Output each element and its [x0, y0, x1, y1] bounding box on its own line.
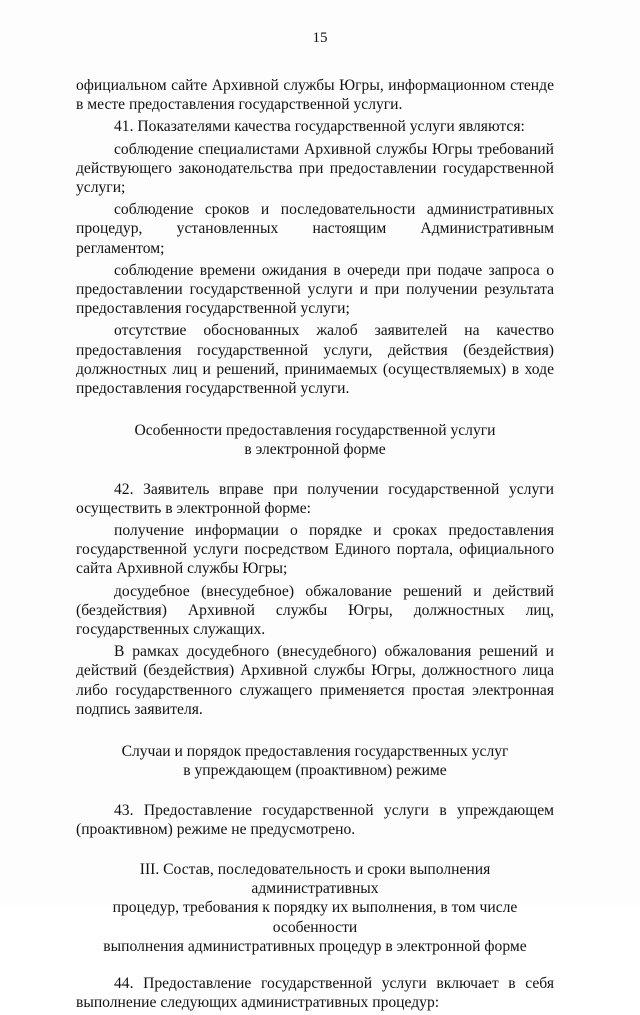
- paragraph-41: 41. Показателями качества государственной услуги являются:: [114, 118, 525, 136]
- page-number: 15: [312, 30, 328, 46]
- paragraph-42-item-1: получение информации о порядке и сроках предоставления государственной услуги посредством Единого портала, официального сайта Архивной службы Югры;: [76, 522, 554, 578]
- heading-section-3-line-3: выполнения административных процедур в электронной форме: [103, 937, 527, 955]
- paragraph-42-note: В рамках досудебного (внесудебного) обжалования решений и действий (бездействия) Архивной службы Югры, должностного лица либо государственного служащего применяется простая электронная подпись заявителя.: [76, 643, 554, 718]
- paragraph-41-item-2: соблюдение сроков и последовательности административных процедур, установленных настоящим Административным регламентом;: [76, 201, 554, 257]
- paragraph-41-item-3: соблюдение времени ожидания в очереди при подаче запроса о предоставлении государственной услуги и при получении результата предоставления государственной услуги;: [76, 261, 554, 318]
- heading-proactive-line-2: в упреждающем (проактивном) режиме: [183, 762, 447, 780]
- paragraph-continuation: официальном сайте Архивной службы Югры, информационном стенде в месте предоставления государственной услуги.: [76, 77, 554, 114]
- paragraph-41-item-1: соблюдение специалистами Архивной службы Югры требований действующего законодательства при предоставлении государственной услуги;: [76, 140, 554, 197]
- paragraph-42-item-2: досудебное (внесудебное) обжалование решений и действий (бездействия) Архивной службы Югры, должностных лиц, государственных служащих.: [76, 582, 554, 639]
- heading-section-3-line-2: процедур, требования к порядку их выполнения, в том числе особенности: [112, 899, 518, 936]
- heading-section-3-line-1: III. Состав, последовательность и сроки выполнения административных: [139, 860, 491, 898]
- paragraph-44: 44. Предоставление государственной услуги включает в себя выполнение следующих административных процедур:: [76, 974, 554, 1012]
- heading-proactive-line-1: Случаи и порядок предоставления государственных услуг: [121, 743, 509, 761]
- paragraph-42: 42. Заявитель вправе при получении государственной услуги осуществить в электронной форме:: [76, 480, 554, 517]
- paragraph-41-item-4: отсутствие обоснованных жалоб заявителей на качество предоставления государственной услуги, действия (бездействия) должностных лиц и решений, принимаемых (осуществляемых) в ходе предоставления государственной услуги.: [76, 322, 554, 398]
- paragraph-43: 43. Предоставление государственной услуги в упреждающем (проактивном) режиме не предусмотрено.: [76, 801, 554, 838]
- heading-electronic-line-2: в электронной форме: [244, 441, 386, 459]
- heading-electronic-line-1: Особенности предоставления государственной услуги: [134, 422, 496, 440]
- page-content: [76, 76, 554, 1015]
